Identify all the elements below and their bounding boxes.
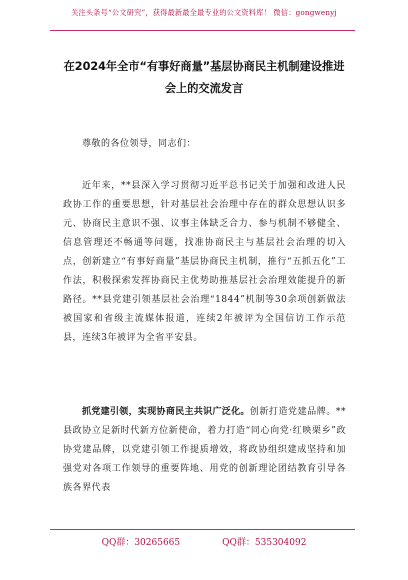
body-paragraph-2 [63,403,346,498]
page-title [48,56,360,100]
title-line-2: 会上的交流发言 [164,82,244,95]
body-paragraph-1: 近年来，**县深入学习贯彻习近平总书记关于加强和改进人民政协工作的重要思想，针对基层社会治理中存在的群众思想认识多元、协商民主意识不强、议事主体缺乏合力、参与机制不够健全、信息管理还不畅通等问题，找准协商民主与基层社会治理的切入点，创新建立“有事好商量”基层协商民主机制，推行“五抓五化”工作法，积极探索发挥协商民主优势助推基层社会治理效能提升的新路径。**县党建引领基层社会治理“1844”机制等30余项创新做法被国家和省级主流媒体报道，连续2年被评为全国信访工作示范县，连续3年被评为全省平安县。 [63,181,346,343]
footer-rule [50,529,355,530]
salutation: 尊敬的各位领导，同志们： [82,139,197,149]
footer-qq-group-2: QQ群：535304092 [222,538,307,548]
top-banner-rule [50,30,355,31]
top-banner: 关注头条号“公文研究”，获得最新最全最专业的公文资料库！ 微信：gongwenyj [71,8,337,17]
section-heading: 抓党建引领，实现协商民主共识广泛化。 [82,407,250,417]
footer-qq-group-1: QQ群：30265665 [101,538,181,548]
title-line-1: 在2024年全市“有事好商量”基层协商民主机制建设推进 [63,60,345,73]
footer [0,535,408,548]
section-body: 创新打造党建品牌。**县政协立足新时代新方位新使命，着力打造“同心向党·红映栗乡”政协党建品牌，以党建引领工作提质增效，将政协组织建成坚持和加强党对各项工作领导的重要阵地、用党的创新理论团结教育引导各族各界代表 [63,407,346,493]
